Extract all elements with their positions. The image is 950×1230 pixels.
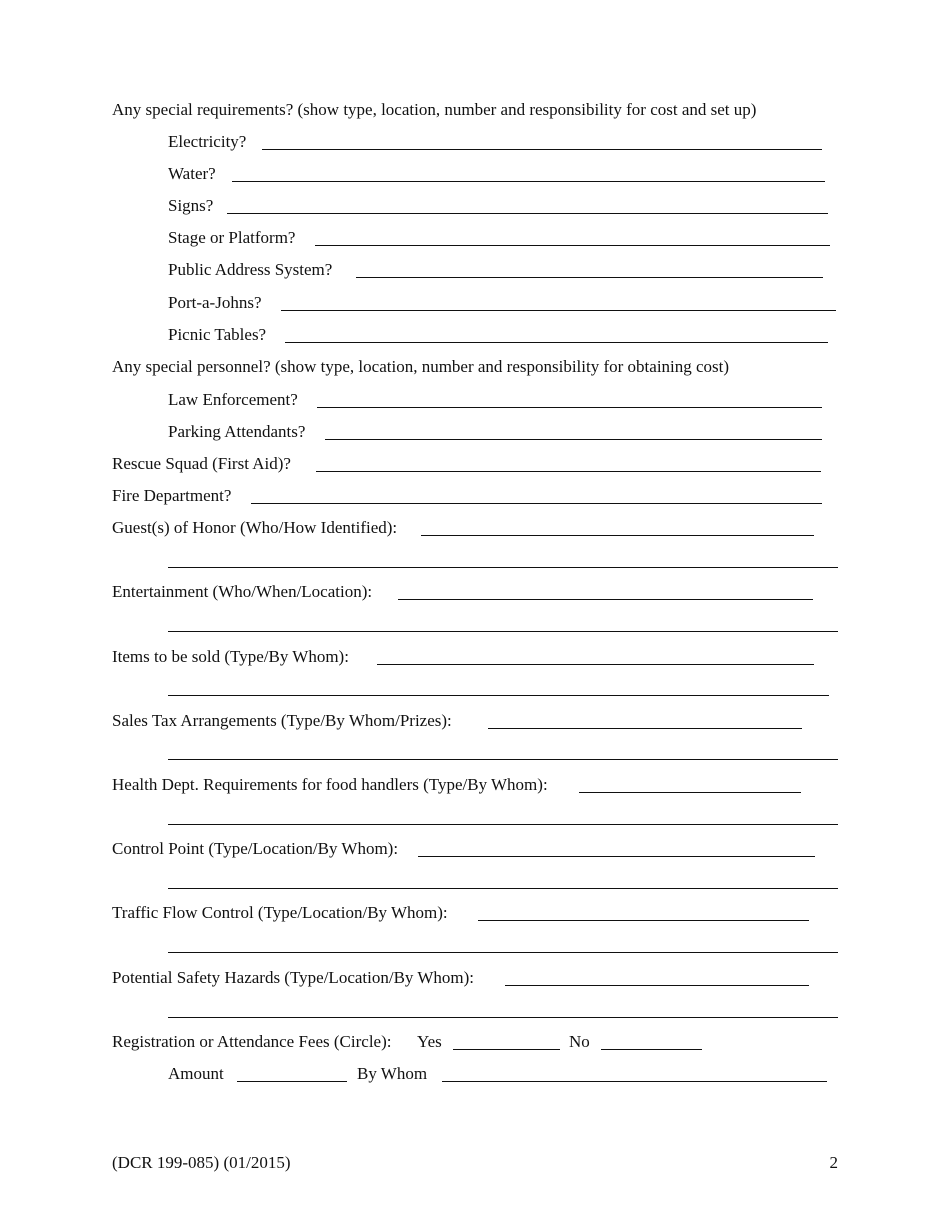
pa-system-field[interactable] <box>356 277 823 278</box>
special-requirements-heading: Any special requirements? (show type, location, number and responsibility for cost and set up) <box>112 100 757 119</box>
fees-row <box>0 1031 950 1053</box>
picnic-tables-field[interactable] <box>285 342 828 343</box>
fire-department-label: Fire Department? <box>112 486 232 505</box>
law-enforcement-field[interactable] <box>317 407 822 408</box>
items-sold-row <box>0 646 950 668</box>
control-point-field[interactable] <box>418 856 815 857</box>
fees-no-label[interactable]: No <box>569 1032 590 1051</box>
traffic-flow-row <box>0 902 950 924</box>
water-field[interactable] <box>232 181 825 182</box>
entertainment-label: Entertainment (Who/When/Location): <box>112 582 373 601</box>
by-whom-field[interactable] <box>442 1081 827 1082</box>
water-row <box>0 163 950 185</box>
items-sold-field-line2[interactable] <box>168 695 829 696</box>
health-dept-label: Health Dept. Requirements for food handlers (Type/By Whom): <box>112 775 548 794</box>
electricity-row <box>0 131 950 153</box>
fees-yes-field[interactable] <box>453 1049 560 1050</box>
traffic-flow-field[interactable] <box>478 920 809 921</box>
parking-attendants-label: Parking Attendants? <box>168 422 306 441</box>
signs-label: Signs? <box>168 196 214 215</box>
items-sold-field[interactable] <box>377 664 814 665</box>
parking-attendants-field[interactable] <box>325 439 822 440</box>
safety-hazards-field[interactable] <box>505 985 809 986</box>
pa-system-label: Public Address System? <box>168 260 333 279</box>
fees-yes-label[interactable]: Yes <box>417 1032 442 1051</box>
electricity-field[interactable] <box>262 149 822 150</box>
sales-tax-row <box>0 710 950 732</box>
rescue-squad-field[interactable] <box>316 471 821 472</box>
water-label: Water? <box>168 164 216 183</box>
guests-of-honor-field-line2[interactable] <box>168 567 838 568</box>
health-dept-field[interactable] <box>579 792 801 793</box>
guests-of-honor-row <box>0 517 950 539</box>
items-sold-label: Items to be sold (Type/By Whom): <box>112 647 349 666</box>
control-point-field-line2[interactable] <box>168 888 838 889</box>
fire-department-row <box>0 485 950 507</box>
port-a-johns-field[interactable] <box>281 310 836 311</box>
safety-hazards-label: Potential Safety Hazards (Type/Location/By Whom): <box>112 968 475 987</box>
form-id: (DCR 199-085) (01/2015) <box>112 1153 291 1172</box>
rescue-squad-row <box>0 453 950 475</box>
entertainment-field[interactable] <box>398 599 813 600</box>
safety-hazards-row <box>0 967 950 989</box>
traffic-flow-field-line2[interactable] <box>168 952 838 953</box>
entertainment-row <box>0 581 950 603</box>
amount-field[interactable] <box>237 1081 347 1082</box>
page-number: 2 <box>829 1153 838 1172</box>
sales-tax-label: Sales Tax Arrangements (Type/By Whom/Prizes): <box>112 711 452 730</box>
stage-row <box>0 227 950 249</box>
sales-tax-field-line2[interactable] <box>168 759 838 760</box>
stage-field[interactable] <box>315 245 830 246</box>
picnic-tables-row <box>0 324 950 346</box>
guests-of-honor-field[interactable] <box>421 535 814 536</box>
fire-department-field[interactable] <box>251 503 822 504</box>
law-enforcement-label: Law Enforcement? <box>168 390 298 409</box>
guests-of-honor-label: Guest(s) of Honor (Who/How Identified): <box>112 518 398 537</box>
fees-no-field[interactable] <box>601 1049 702 1050</box>
port-a-johns-row <box>0 292 950 314</box>
control-point-label: Control Point (Type/Location/By Whom): <box>112 839 399 858</box>
signs-field[interactable] <box>227 213 828 214</box>
signs-row <box>0 195 950 217</box>
fees-label: Registration or Attendance Fees (Circle): <box>112 1032 392 1051</box>
pa-system-row <box>0 259 950 281</box>
special-personnel-heading-row <box>0 356 950 378</box>
special-requirements-heading-row <box>0 99 950 121</box>
amount-row <box>0 1063 950 1085</box>
entertainment-field-line2[interactable] <box>168 631 838 632</box>
stage-label: Stage or Platform? <box>168 228 296 247</box>
amount-label: Amount <box>168 1064 224 1083</box>
picnic-tables-label: Picnic Tables? <box>168 325 267 344</box>
control-point-row <box>0 838 950 860</box>
sales-tax-field[interactable] <box>488 728 802 729</box>
rescue-squad-label: Rescue Squad (First Aid)? <box>112 454 291 473</box>
law-enforcement-row <box>0 389 950 411</box>
health-dept-field-line2[interactable] <box>168 824 838 825</box>
parking-attendants-row <box>0 421 950 443</box>
port-a-johns-label: Port-a-Johns? <box>168 293 262 312</box>
special-personnel-heading: Any special personnel? (show type, location, number and responsibility for obtaining cost) <box>112 357 730 376</box>
health-dept-row <box>0 774 950 796</box>
traffic-flow-label: Traffic Flow Control (Type/Location/By Whom): <box>112 903 448 922</box>
electricity-label: Electricity? <box>168 132 247 151</box>
by-whom-label: By Whom <box>357 1064 428 1083</box>
safety-hazards-field-line2[interactable] <box>168 1017 838 1018</box>
